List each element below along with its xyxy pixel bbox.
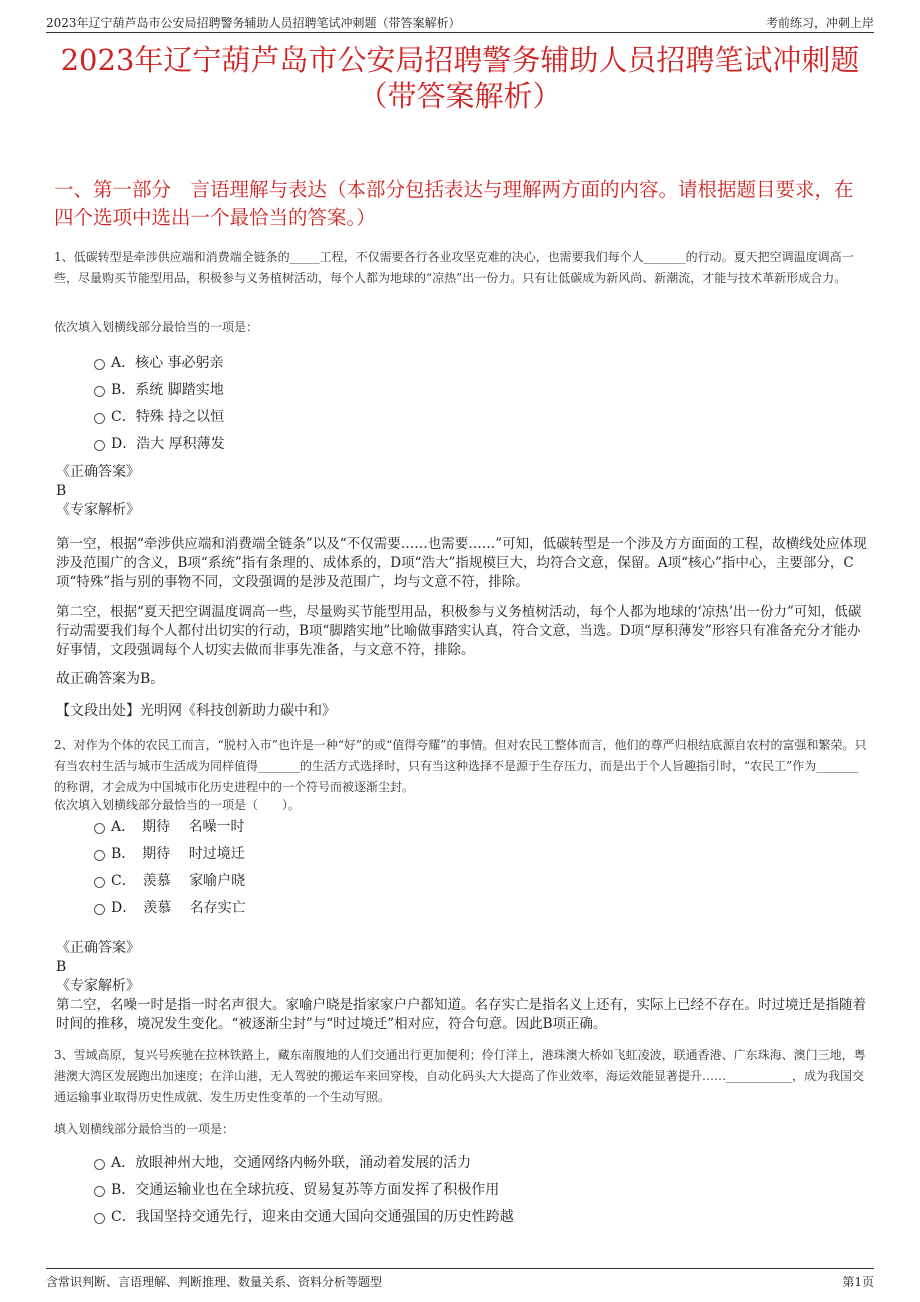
q1-prompt: 依次填入划横线部分最恰当的一项是： xyxy=(54,320,259,334)
q1-correct-answer-label: 《正确答案》 xyxy=(56,464,140,480)
section-title: 一、第一部分 言语理解与表达（本部分包括表达与理解两方面的内容。请根据题目要求，在四个选项中选出一个最恰当的答案。） xyxy=(54,178,854,229)
radio-icon[interactable] xyxy=(94,359,105,370)
radio-icon[interactable] xyxy=(94,904,105,915)
q3-option-b[interactable]: B．交通运输业也在全球抗疫、贸易复苏等方面发挥了积极作用 xyxy=(94,1180,514,1207)
q2-option-c[interactable]: C． 羡慕 家喻户晓 xyxy=(94,871,246,898)
page-header xyxy=(46,12,874,33)
q3-option-a[interactable]: A．放眼神州大地，交通网络内畅外联，涌动着发展的活力 xyxy=(94,1153,514,1180)
page-number: 第1页 xyxy=(842,1275,874,1289)
page-footer xyxy=(46,1268,874,1291)
q1-options xyxy=(94,353,225,461)
q2-expert-analysis-label: 《专家解析》 xyxy=(56,978,140,994)
q2-option-d[interactable]: D． 羡慕 名存实亡 xyxy=(94,898,246,925)
q1-expert-analysis-label: 《专家解析》 xyxy=(56,502,140,518)
radio-icon[interactable] xyxy=(94,850,105,861)
radio-icon[interactable] xyxy=(94,1213,105,1224)
page-title-line1: 2023年辽宁葫芦岛市公安局招聘警务辅助人员招聘笔试冲刺题 xyxy=(60,43,860,77)
q1-option-d[interactable]: D．浩大 厚积薄发 xyxy=(94,434,225,461)
q3-text: 3、雪域高原，复兴号疾驰在拉林铁路上，藏东南腹地的人们交通出行更加便利；伶仃洋上，港珠澳大桥如飞虹凌波，联通香港、广东珠海、澳门三地，粤港澳大湾区发展跑出加速度；在洋山港，无人驾驶的搬运车来回穿梭，自动化码头大大提高了作业效率，海运效能显著提升……___________，成为我国交通运输事业取得历史性成就、发生历史性变革的一个生动写照。 xyxy=(54,1048,866,1104)
header-doc-title: 2023年辽宁葫芦岛市公安局招聘警务辅助人员招聘笔试冲刺题（带答案解析） xyxy=(46,16,461,30)
q2-prompt: 依次填入划横线部分最恰当的一项是（ ）。 xyxy=(54,798,301,812)
q2-analysis: 第二空，名噪一时是指一时名声很大。家喻户晓是指家家户户都知道。名存实亡是指名义上还有，实际上已经不存在。时过境迁是指随着时间的推移，境况发生变化。“被逐渐尘封”与“时过境迁”相对应，符合句意。因此B项正确。 xyxy=(56,997,866,1032)
q2-text: 2、对作为个体的农民工而言，“脱村入市”也许是一种“好”的或“值得夸耀”的事情。但对农民工整体而言，他们的尊严归根结底源自农村的富强和繁荣。只有当农村生活与城市生活成为同样值得_______的生活方式选择时，只有当这种选择不是源于生存压力，而是出于个人旨趣指引时，“农民工”作为_______的称谓，才会成为中国城市化历史进程中的一个符号而被逐渐尘封。 xyxy=(54,738,867,794)
radio-icon[interactable] xyxy=(94,413,105,424)
header-slogan: 考前练习，冲刺上岸 xyxy=(765,16,874,30)
q2-correct-answer-label: 《正确答案》 xyxy=(56,940,140,956)
q2-option-b[interactable]: B． 期待 时过境迁 xyxy=(94,844,246,871)
q3-option-c[interactable]: C．我国坚持交通先行，迎来由交通大国向交通强国的历史性跨越 xyxy=(94,1207,514,1234)
radio-icon[interactable] xyxy=(94,386,105,397)
q2-option-a[interactable]: A． 期待 名噪一时 xyxy=(94,817,246,844)
q1-option-b[interactable]: B．系统 脚踏实地 xyxy=(94,380,225,407)
q2-options xyxy=(94,817,246,925)
q1-option-c[interactable]: C．特殊 持之以恒 xyxy=(94,407,225,434)
page-title xyxy=(40,42,880,114)
q1-analysis-p2: 第二空，根据“夏天把空调温度调高一些，尽量购买节能型用品，积极参与义务植树活动，每个人都为地球的‘凉热’出一份力”可知，低碳行动需要我们每个人都付出切实的行动，B项“脚踏实地”比喻做事踏实认真，符合文意，当选。D项“厚积薄发”形容只有准备充分才能办好事情，文段强调每个人切实去做而非事先准备，与文意不符，排除。 xyxy=(56,604,862,658)
footer-question-types: 含常识判断、言语理解、判断推理、数量关系、资料分析等题型 xyxy=(46,1275,383,1289)
page-title-line2: （带答案解析） xyxy=(358,79,562,113)
q2-answer: B xyxy=(56,959,67,975)
q1-conclusion: 故正确答案为B。 xyxy=(56,671,165,687)
q1-analysis-p1: 第一空，根据“牵涉供应端和消费端全链条”以及“不仅需要……也需要……”可知，低碳转型是一个涉及方方面面的工程，故横线处应体现涉及范围广的含义，B项“系统”指有条理的、成体系的，D项“浩大”指规模巨大，均符合文意，保留。A项“核心”指中心，主要部分，C项“特殊”指与别的事物不同，文段强调的是涉及范围广，均与文意不符，排除。 xyxy=(56,536,867,590)
radio-icon[interactable] xyxy=(94,1159,105,1170)
radio-icon[interactable] xyxy=(94,440,105,451)
radio-icon[interactable] xyxy=(94,823,105,834)
radio-icon[interactable] xyxy=(94,1186,105,1197)
q1-answer: B xyxy=(56,483,67,499)
q1-source: 【文段出处】光明网《科技创新助力碳中和》 xyxy=(56,703,336,719)
q3-prompt: 填入划横线部分最恰当的一项是： xyxy=(54,1122,235,1136)
q3-options xyxy=(94,1153,514,1234)
q1-text: 1、低碳转型是牵涉供应端和消费端全链条的_____工程，不仅需要各行各业攻坚克难的决心，也需要我们每个人_______的行动。夏天把空调温度调高一些，尽量购买节能型用品，积极参与义务植树活动，每个人都为地球的“凉热”出一份力。只有让低碳成为新风尚、新潮流，才能与技术革新形成合力。 xyxy=(54,250,854,285)
q1-option-a[interactable]: A．核心 事必躬亲 xyxy=(94,353,225,380)
radio-icon[interactable] xyxy=(94,877,105,888)
